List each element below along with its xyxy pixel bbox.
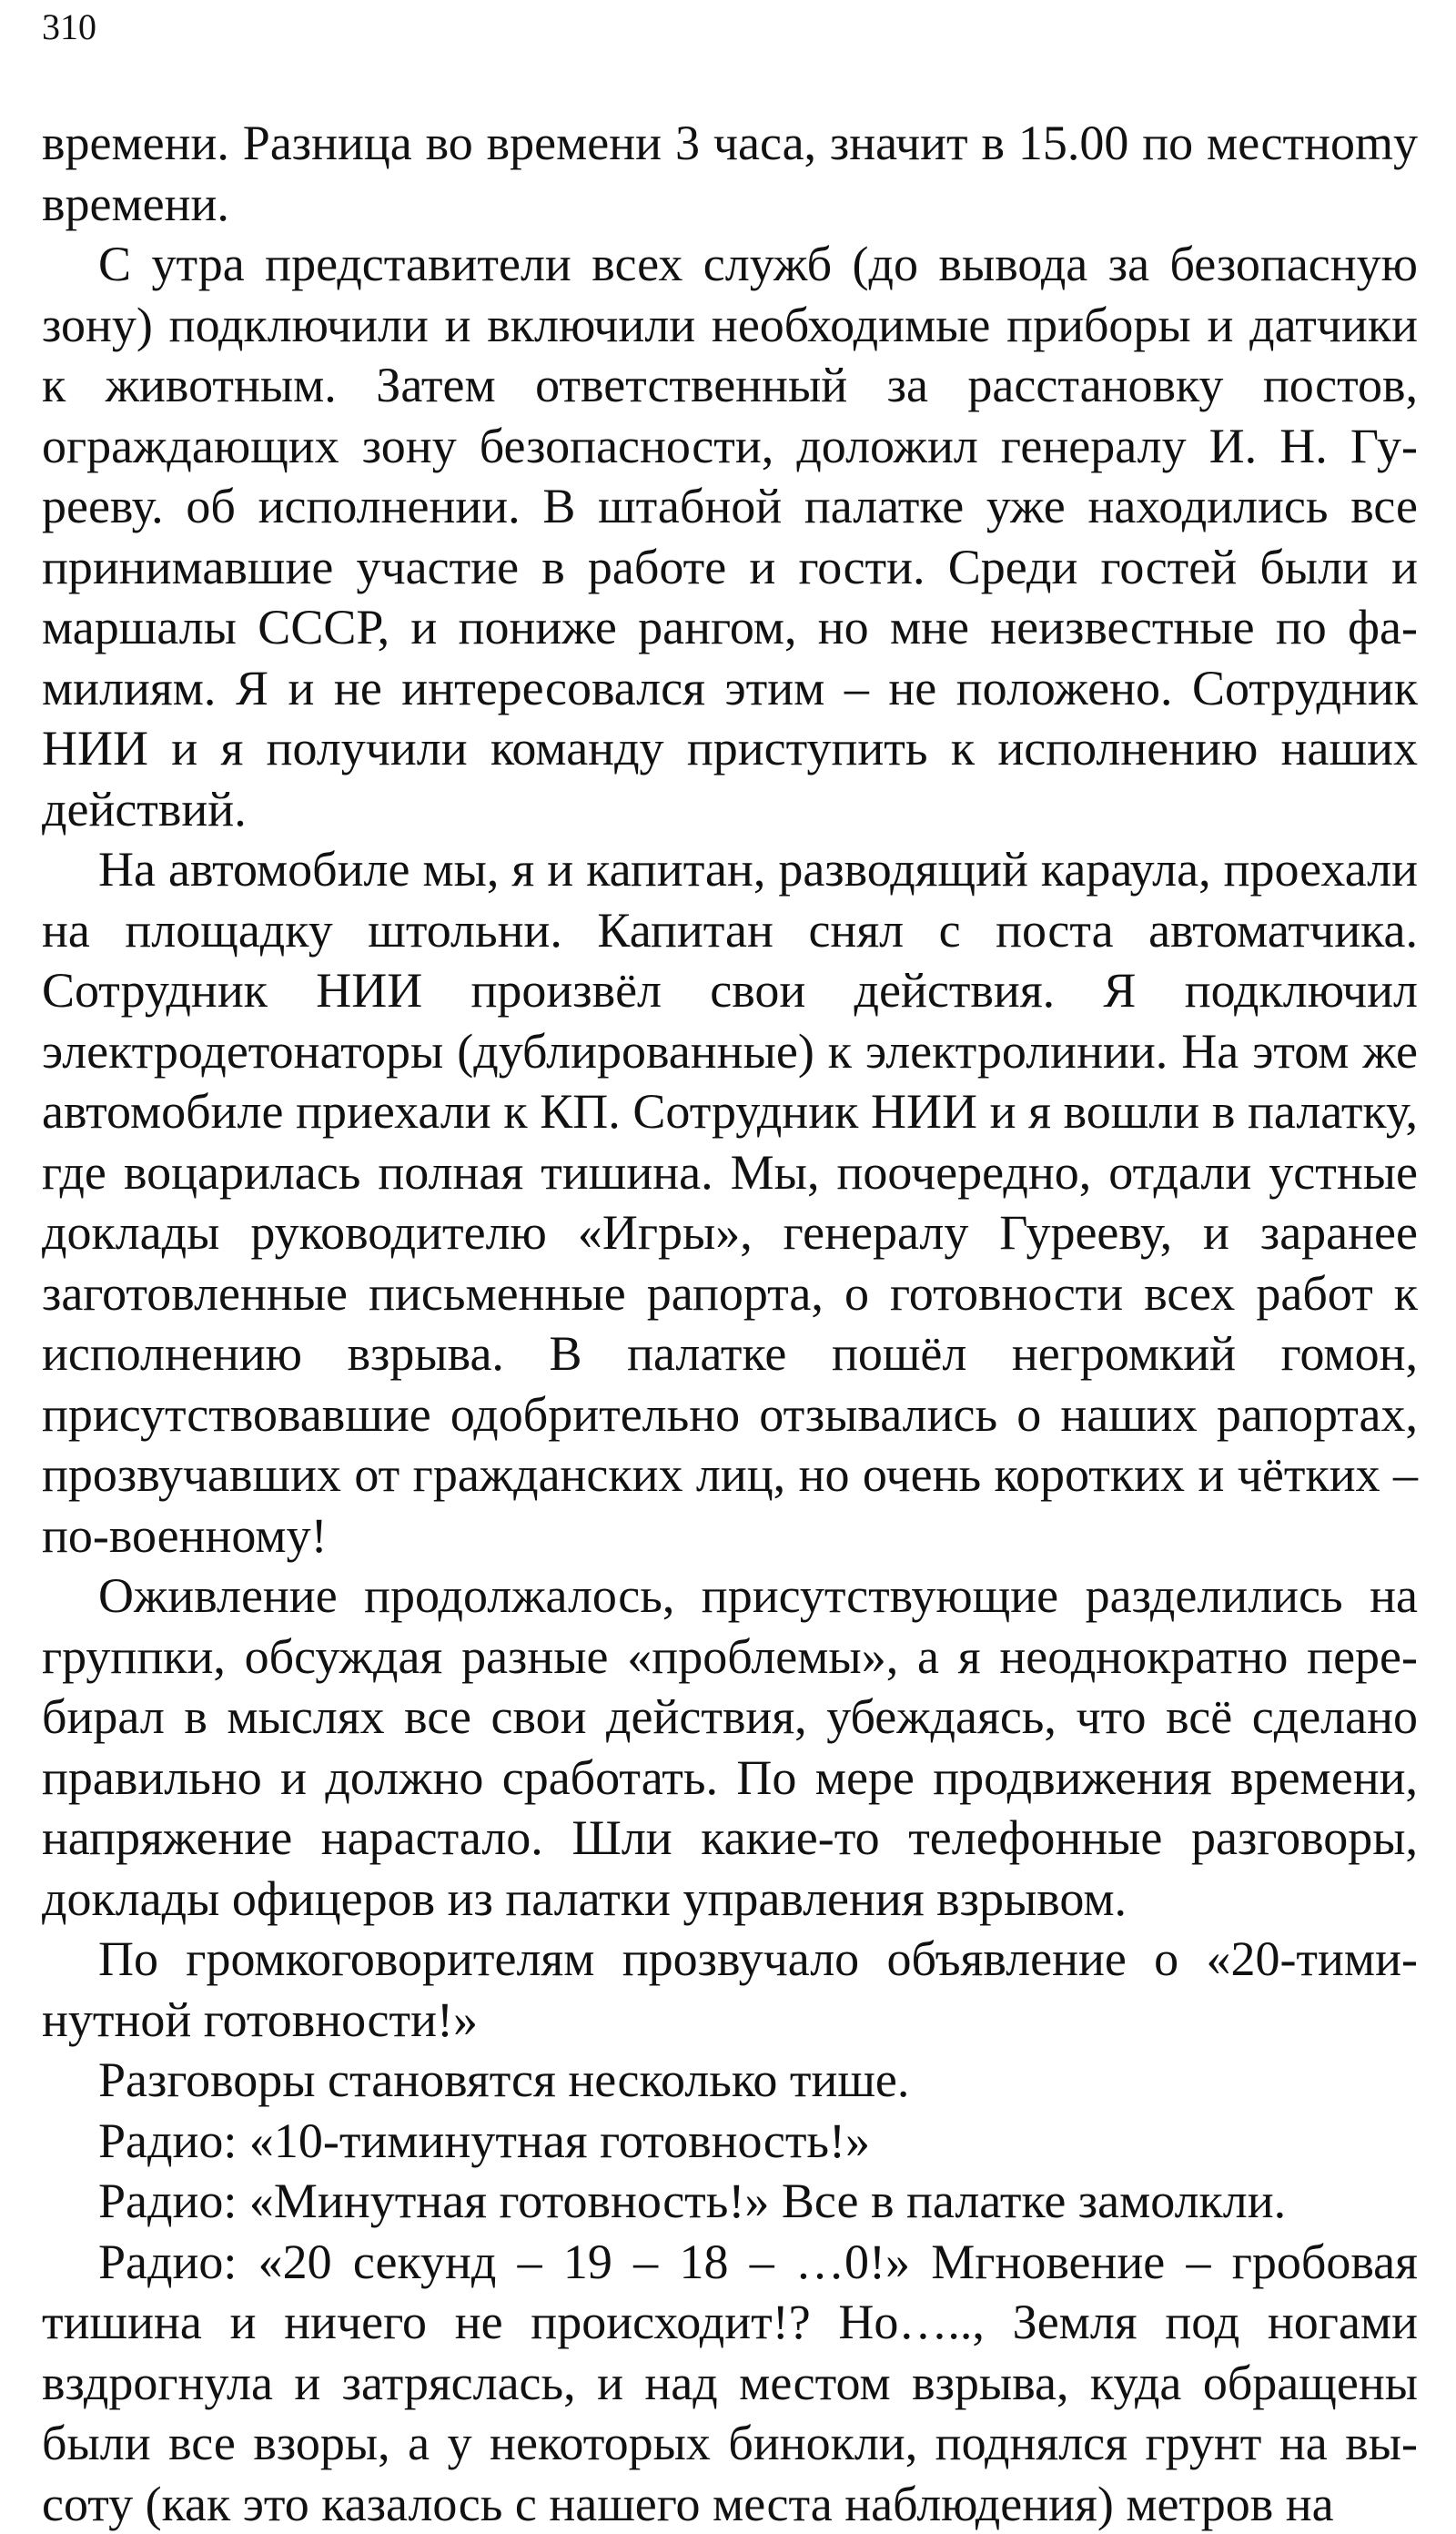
paragraph: Радио: «20 секунд – 19 – 18 – …0!» Мгновение – гробовая тишина и ничего не происходит!? Но….., Земля под ногами вздрогнула и затряслась, и над местом взрыва, куда обращены были все взоры, а у некоторых бинокли, поднялся грунт на высоту (как это казалось с нашего места наблюдения) метров на xyxy=(42,2232,1418,2534)
page-number: 310 xyxy=(42,4,96,51)
paragraph: Радио: «10-тиминутная готовность!» xyxy=(42,2111,1418,2172)
paragraph: По громкоговорителям прозвучало объявление о «20-тиминутной готовности!» xyxy=(42,1929,1418,2050)
paragraph-continued: времени. Разница во времени 3 часа, значит в 15.00 по местноmу времени. xyxy=(42,113,1418,234)
paragraph: Разговоры становятся несколько тише. xyxy=(42,2050,1418,2111)
paragraph: Оживление продолжалось, присутствующие разделились на группки, обсуждая разные «проблемы», а я неоднократно перебирал в мыслях все свои действия, убеждаясь, что всё сделано правильно и должно сработать. По мере продвижения времени, напряжение нарастало. Шли какие-то телефонные разговоры, доклады офицеров из палатки управления взрывом. xyxy=(42,1566,1418,1929)
paragraph: С утра представители всех служб (до вывода за безопасную зону) подключили и включили необходимые приборы и датчики к животным. Затем ответственный за расстановку постов, ограждающих зону безопасности, доложил генералу И. Н. Гурееву. об исполнении. В штабной палатке уже находились все принимавшие участие в работе и гости. Среди гостей были и маршалы СССР, и пониже рангом, но мне неизвестные по фамилиям. Я и не интересовался этим – не положено. Сотрудник НИИ и я получили команду приступить к исполнению наших действий. xyxy=(42,234,1418,839)
paragraph: Радио: «Минутная готовность!» Все в палатке замолкли. xyxy=(42,2171,1418,2232)
text-body xyxy=(42,113,1418,2534)
paragraph: На автомобиле мы, я и капитан, разводящий караула, проехали на площадку штольни. Капитан снял с поста автоматчика. Сотрудник НИИ произвёл свои действия. Я подключил электродетонаторы (дублированные) к электролинии. На этом же автомобиле приехали к КП. Сотрудник НИИ и я вошли в палатку, где воцарилась полная тишина. Мы, поочередно, отдали устные доклады руководителю «Игры», генералу Гуреeву, и заранее заготовленные письменные рапорта, о готовности всех работ к исполнению взрыва. В палатке пошёл негромкий гомон, присутствовавшие одобрительно отзывались о наших рапортах, прозвучавших от гражданских лиц, но очень коротких и чётких – по-военному! xyxy=(42,839,1418,1566)
